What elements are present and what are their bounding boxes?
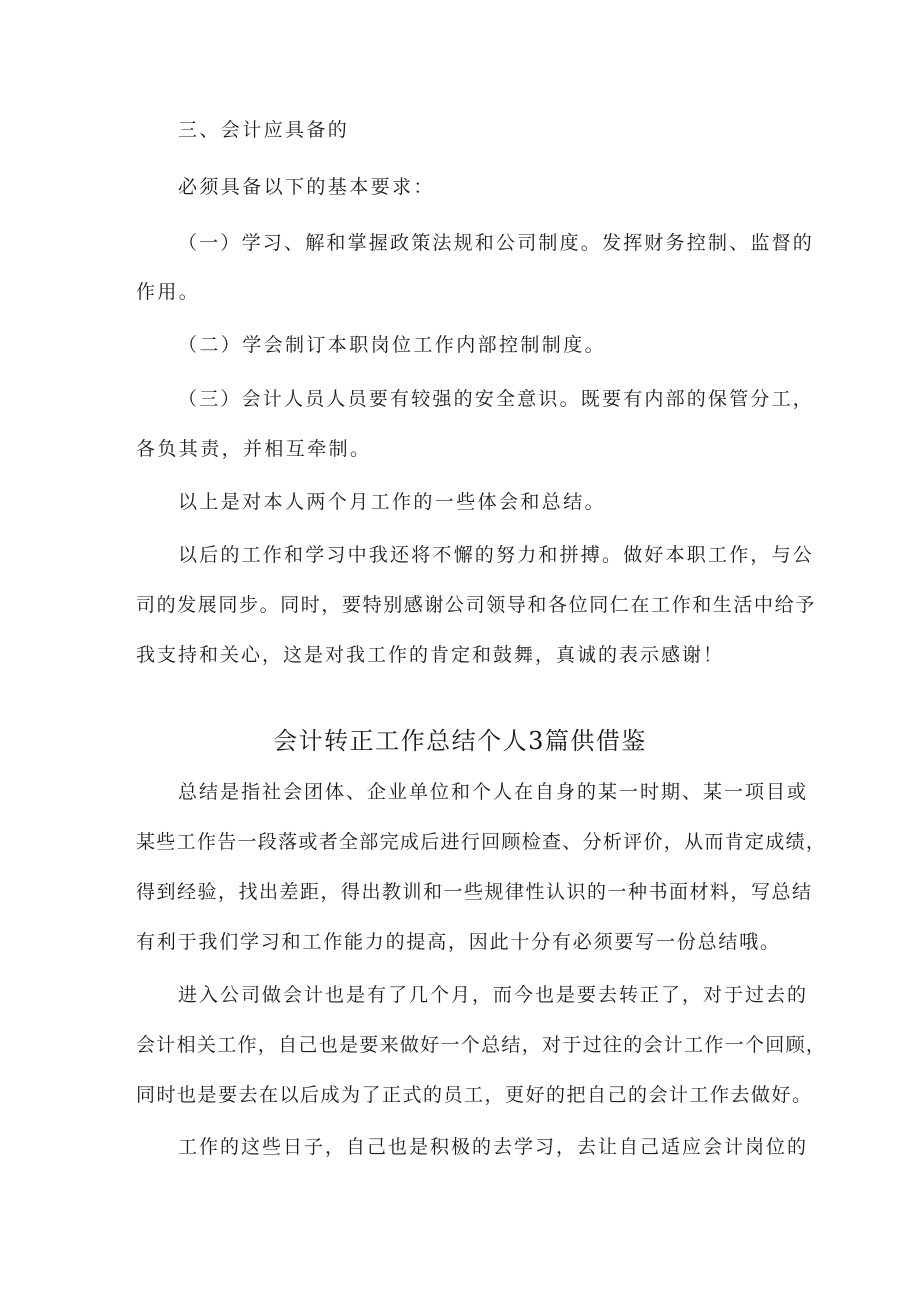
requirement-1-line-2: 作用。 bbox=[136, 281, 201, 303]
section-heading: 三、会计应具备的 bbox=[178, 119, 350, 141]
paragraph-3-line-1: 工作的这些日子，自己也是积极的去学习，去让自己适应会计岗位的 bbox=[178, 1136, 809, 1158]
paragraph-2-line-1: 进入公司做会计也是有了几个月，而今也是要去转正了，对于过去的 bbox=[178, 984, 809, 1006]
article-title: 会计转正工作总结个人3篇供借鉴 bbox=[273, 727, 647, 755]
summary-line: 以上是对本人两个月工作的一些体会和总结。 bbox=[178, 491, 607, 513]
closing-line-1: 以后的工作和学习中我还将不懈的努力和拼搏。做好本职工作，与公 bbox=[178, 544, 815, 566]
requirement-3-line-1: （三）会计人员人员要有较强的安全意识。既要有内部的保管分工， bbox=[178, 388, 815, 410]
paragraph-1-line-3: 得到经验，找出差距，得出教训和一些规律性认识的一种书面材料，写总结 bbox=[136, 881, 813, 903]
closing-line-2: 司的发展同步。同时，要特别感谢公司领导和各位同仁在工作和生活中给予 bbox=[136, 594, 816, 616]
paragraph-2-line-3: 同时也是要去在以后成为了正式的员工，更好的把自己的会计工作去做好。 bbox=[136, 1084, 813, 1106]
closing-line-3: 我支持和关心，这是对我工作的肯定和鼓舞，真诚的表示感谢！ bbox=[136, 644, 725, 666]
paragraph-1-line-1: 总结是指社会团体、企业单位和个人在自身的某一时期、某一项目或 bbox=[178, 781, 809, 803]
requirement-3-line-2: 各负其责，并相互牵制。 bbox=[136, 438, 372, 460]
paragraph-1-line-4: 有利于我们学习和工作能力的提高，因此十分有必须要写一份总结哦。 bbox=[136, 931, 781, 953]
paragraph-2-line-2: 会计相关工作，自己也是要来做好一个总结，对于过往的会计工作一个回顾， bbox=[136, 1034, 827, 1056]
intro-line: 必须具备以下的基本要求： bbox=[178, 176, 435, 198]
requirement-1-line-1: （一）学习、解和掌握政策法规和公司制度。发挥财务控制、监督的 bbox=[178, 232, 815, 254]
paragraph-1-line-2: 某些工作告一段落或者全部完成后进行回顾检查、分析评价，从而肯定成绩， bbox=[136, 831, 827, 853]
requirement-2: （二）学会制订本职岗位工作内部控制制度。 bbox=[178, 334, 607, 356]
